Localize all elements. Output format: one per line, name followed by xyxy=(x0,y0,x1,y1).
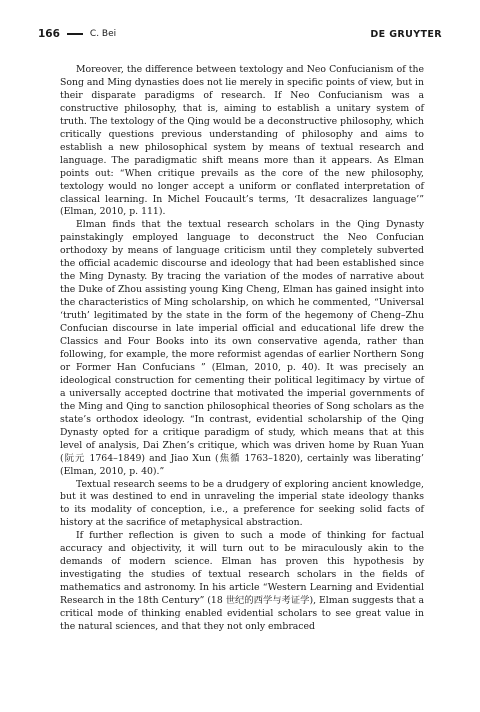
page-number: 166 xyxy=(38,28,60,40)
paragraph: Moreover, the difference between textology and Neo Confucianism of the Song and Ming dynasties does not lie merely in specific points of view, but in their disparate paradigms of research. If Neo Confucianism was a constructive philosophy, that is, aiming to establish a unitary system of truth. The textology of the Qing would be a deconstructive philosophy, which critically questions previous understanding of philosophy and aims to establish a new philosophical system by means of textual research and language. The paradigmatic shift means more than it appears. As Elman points out: “When critique prevails as the core of the new philosophy, textology would no longer accept a uniform or conflated interpretation of classical learning. In Michel Foucault’s terms, ‘It desacralizes language’” (Elman, 2010, p. 111). xyxy=(60,64,424,218)
paragraph: Elman finds that the textual research scholars in the Qing Dynasty painstakingly employed language to deconstruct the Neo Confucian orthodoxy by means of language criticism until they completely subverted the official academic discourse and ideology that had been established since the Ming Dynasty. By tracing the variation of the modes of narrative about the Duke of Zhou assisting young King Cheng, Elman has gained insight into the characteristics of Ming scholarship, on which he commented, “Universal ‘truth’ legitimated by the state in the form of the hegemony of Cheng–Zhu Confucian discourse in late imperial official and educational life drew the Classics and Four Books into its own conservative agenda, rather than following, for example, the more reformist agendas of earlier Northern Song or Former Han Confucians ” (Elman, 2010, p. 40). It was precisely an ideological construction for cementing their political legitimacy by virtue of a universally accepted doctrine that motivated the imperial governments of the Ming and Qing to sanction philosophical theories of Song scholars as the state’s orthodox ideology. “In contrast, evidential scholarship of the Qing Dynasty opted for a critique paradigm of study, which means that at this level of analysis, Dai Zhen’s critique, which was driven home by Ruan Yuan (阮元 1764–1849) and Jiao Xun (焦循 1763–1820), certainly was liberating’ (Elman, 2010, p. 40).” xyxy=(60,219,424,477)
body-text xyxy=(60,64,424,634)
paragraph: Textual research seems to be a drudgery of exploring ancient knowledge, but it was destined to end in unraveling the imperial state ideology thanks to its modality of conception, i.e., a preference for seeking solid facts of history at the sacrifice of metaphysical abstraction. xyxy=(60,478,424,529)
page-header xyxy=(38,27,442,41)
paragraph: If further reflection is given to such a mode of thinking for factual accuracy and objectivity, it will turn out to be miraculously akin to the demands of modern science. Elman has proven this hypothesis by investigating the studies of textual research scholars in the fields of mathematics and astronomy. In his article “Western Learning and Evidential Research in the 18th Century” (18 世纪的西学与考证学), Elman suggests that a critical mode of thinking enabled evidential scholars to see great value in the natural sciences, and that they not only embraced xyxy=(60,530,424,632)
publisher-name: DE GRUYTER xyxy=(370,28,442,40)
header-rule xyxy=(67,33,83,35)
running-head-author: C. Bei xyxy=(89,29,117,39)
